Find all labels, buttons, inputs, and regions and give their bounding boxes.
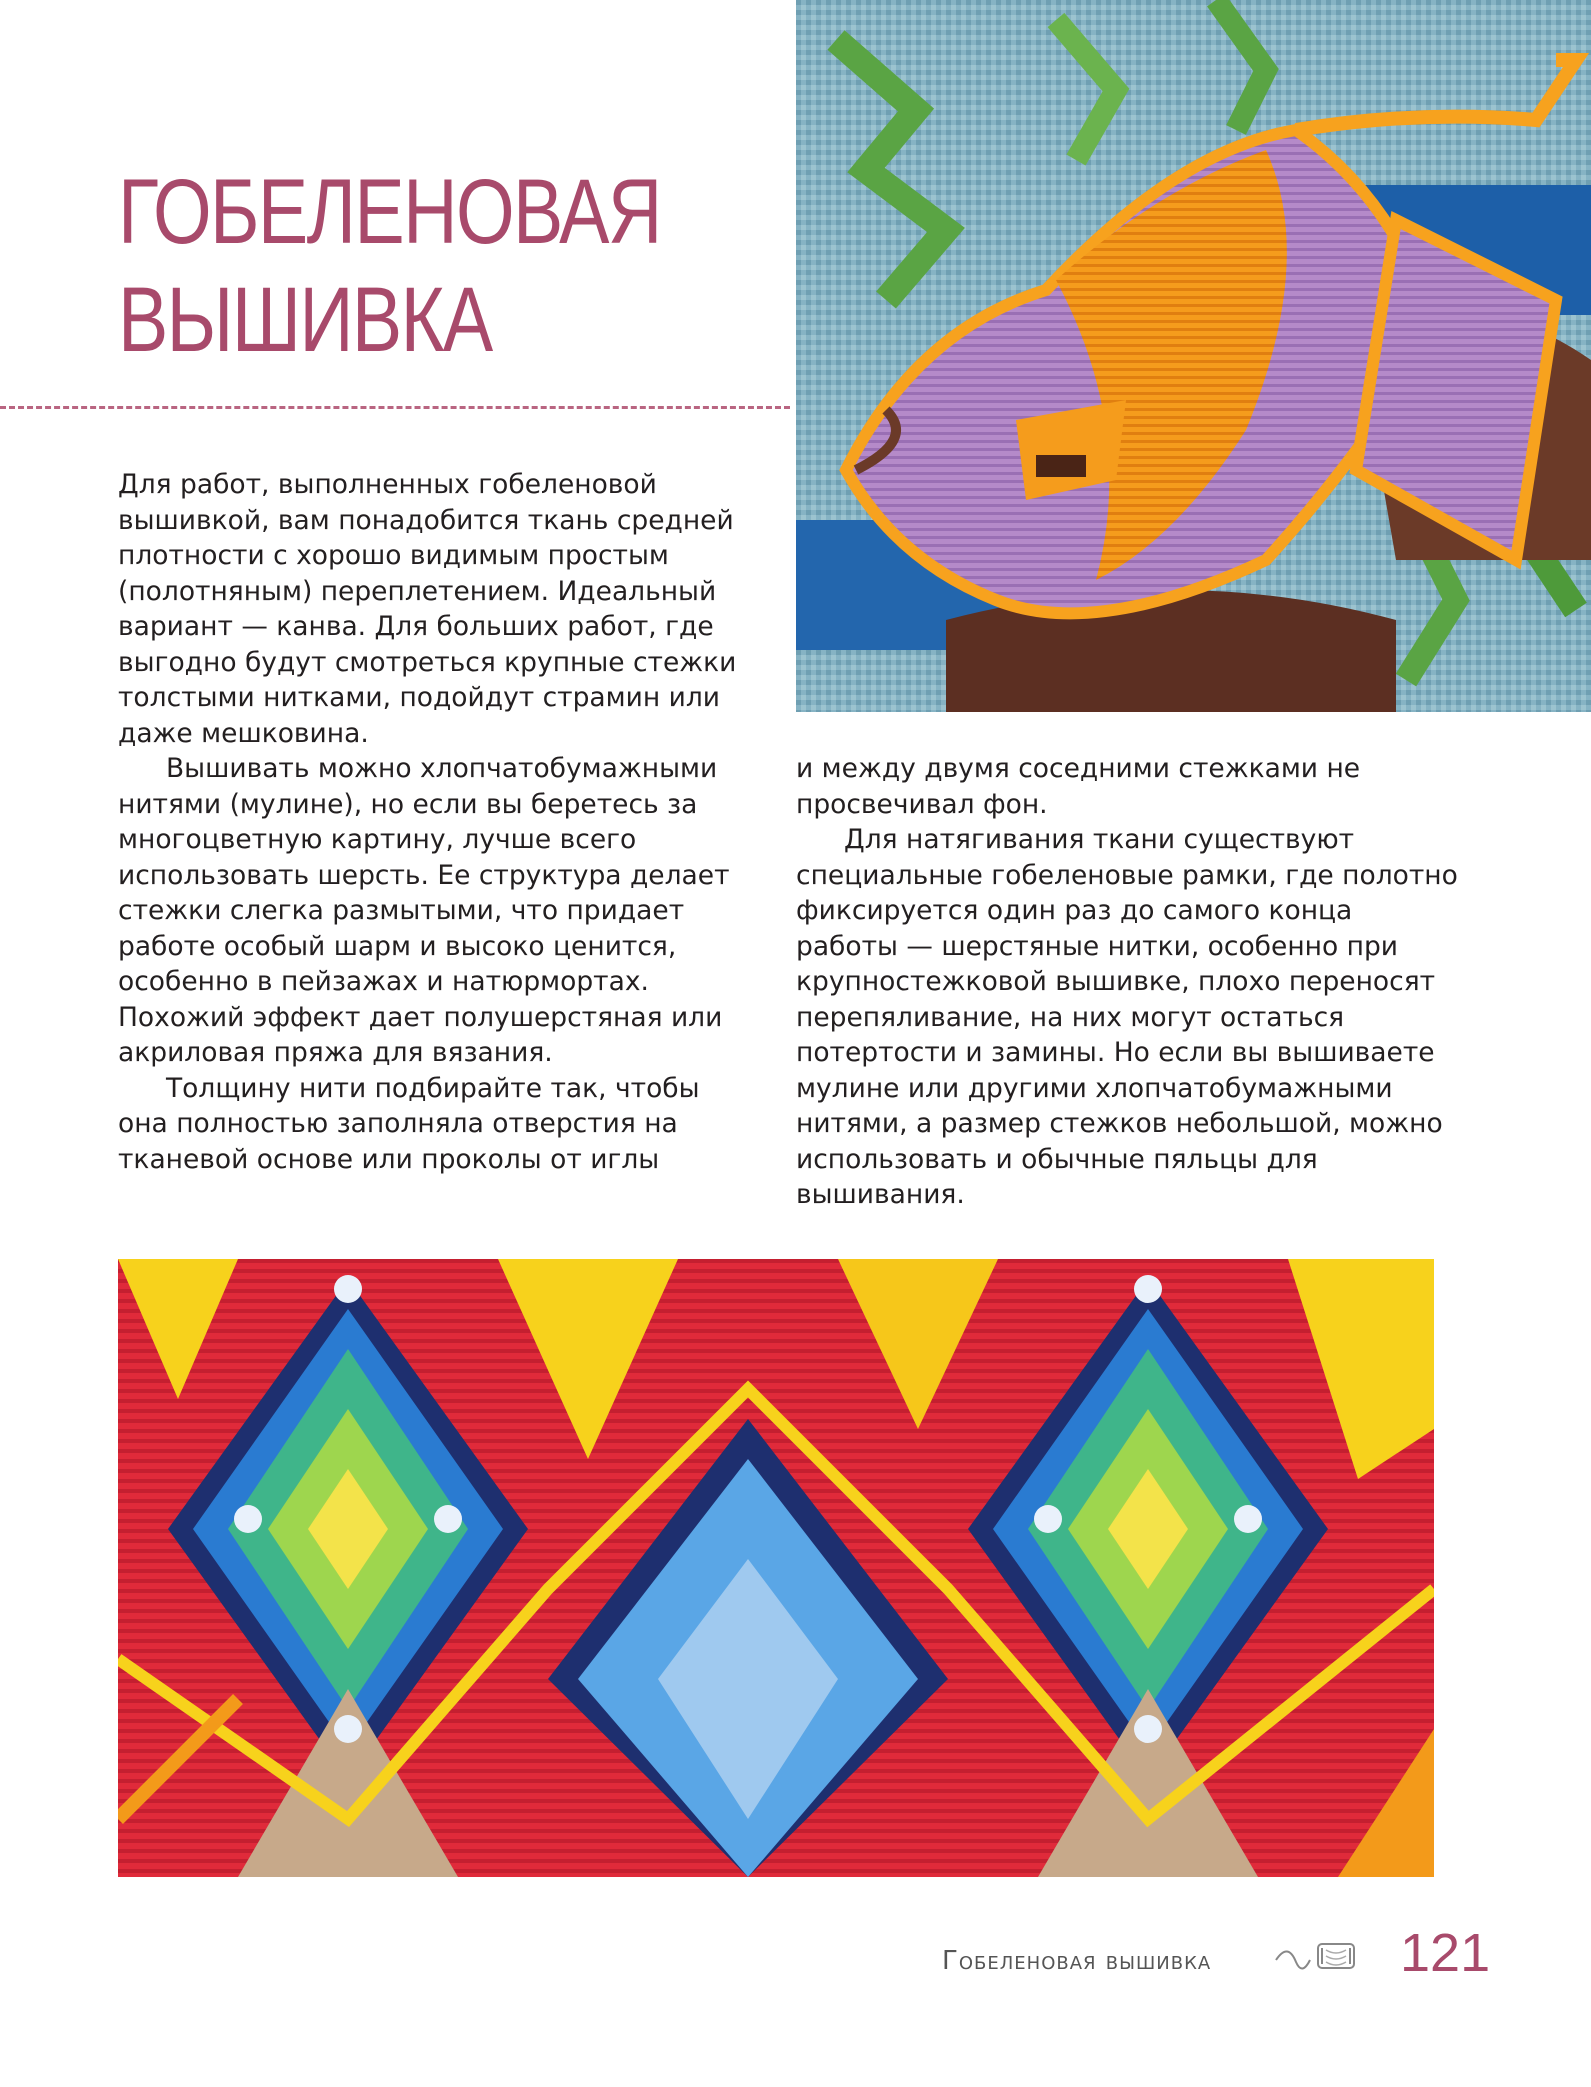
thread-spool-icon: [1274, 1932, 1364, 1980]
paragraph: Толщину нити подбирайте так, чтобы она полностью заполняла отверстия на тканевой основе или проколы от иглы: [118, 1072, 700, 1175]
text-column-right: [796, 751, 1461, 1213]
paragraph: Вышивать можно хлопчатобумажными нитями (мулине), но если вы беретесь за многоцветную картину, лучше всего использовать шерсть. Ее структура делает стежки слегка размытыми, что придает работе особый шарм и высоко ценится, особенно в пейзажах и натюрмортах. Похожий эффект дает полушерстяная или акриловая пряжа для вязания.: [118, 753, 730, 1068]
page-number: 121: [1400, 1923, 1491, 1983]
paragraph: Для работ, выполненных гобеленовой вышивкой, вам понадобится ткань средней плотности с хорошо видимым простым (полотняным) переплетением. Идеальный вариант — канва. Для больших работ, где выгодно будут смотреться крупные стежки толстыми нитками, подойдут страмин или даже мешковина.: [118, 469, 737, 749]
page-title: [118, 158, 661, 374]
paragraph: Для натягивания ткани существуют специальные гобеленовые рамки, где полотно фиксируется один раз до самого конца работы — шерстяные нитки, особенно при крупностежковой вышивке, плохо переносят перепяливание, на них могут остаться потертости и замины. Но если вы вышиваете мулине или другими хлопчатобумажными нитями, а размер стежков небольшой, можно использовать и обычные пяльцы для вышивания.: [796, 824, 1458, 1210]
title-line-1: ГОБЕЛЕНОВАЯ: [118, 161, 661, 263]
dashed-divider: [0, 406, 790, 409]
geometric-tapestry-band-photo: [118, 1259, 1434, 1877]
running-footer-title: Гобеленовая вышивка: [942, 1946, 1212, 1976]
text-column-left: [118, 467, 748, 1177]
paragraph: и между двумя соседними стежками не просвечивал фон.: [796, 753, 1361, 820]
title-line-2: ВЫШИВКА: [118, 269, 492, 371]
fish-embroidery-photo: [796, 0, 1591, 712]
